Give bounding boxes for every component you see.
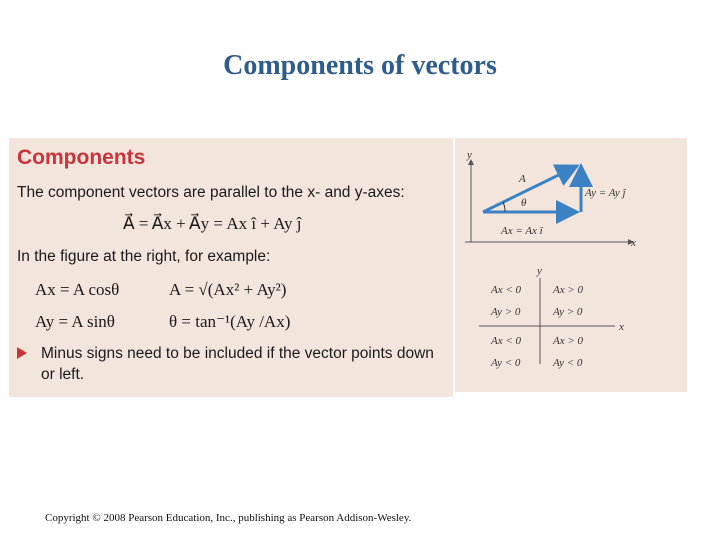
magnitude-equation: A = √(Ax² + Ay²)	[169, 280, 287, 299]
bullet-triangle-icon	[17, 347, 27, 359]
figure-panel	[455, 138, 687, 392]
top-x-axis-label: x	[631, 237, 636, 249]
example-text: In the figure at the right, for example:	[17, 248, 271, 265]
vector-a-arrow	[483, 166, 577, 212]
quad4-ay: Ay < 0	[553, 357, 583, 369]
quad-x-axis-label: x	[619, 321, 624, 333]
ay-equation: Ay = A sinθ	[35, 312, 115, 331]
figure-svg	[455, 138, 687, 392]
vector-sum-equation: A⃗ = A⃗x + A⃗y = Ax î + Ay ĵ	[123, 214, 302, 233]
quad3-ay: Ay < 0	[491, 357, 521, 369]
quad1-ax: Ax > 0	[553, 284, 584, 296]
bullet-text: Minus signs need to be included if the vector points down or left.	[41, 345, 434, 383]
components-box	[9, 138, 453, 397]
quad3-ax: Ax < 0	[491, 335, 522, 347]
intro-text: The component vectors are parallel to the x- and y-axes:	[17, 184, 405, 201]
theta-label: θ	[521, 197, 527, 209]
quad-y-axis-label: y	[537, 265, 542, 277]
copyright-notice: Copyright © 2008 Pearson Education, Inc., publishing as Pearson Addison-Wesley.	[45, 512, 412, 524]
top-y-axis-label: y	[467, 149, 472, 161]
angle-equation: θ = tan⁻¹(Ay /Ax)	[169, 312, 291, 331]
slide-title: Components of vectors	[223, 50, 497, 81]
ax-label: Ax = Ax î	[501, 225, 543, 237]
ay-label: Ay = Ay ĵ	[585, 187, 626, 199]
quad1-ay: Ay > 0	[553, 306, 583, 318]
ax-equation: Ax = A cosθ	[35, 280, 120, 299]
vector-a-label: A	[519, 173, 526, 185]
quad2-ax: Ax < 0	[491, 284, 522, 296]
box-heading: Components	[17, 146, 146, 169]
quad4-ax: Ax > 0	[553, 335, 584, 347]
quad2-ay: Ay > 0	[491, 306, 521, 318]
